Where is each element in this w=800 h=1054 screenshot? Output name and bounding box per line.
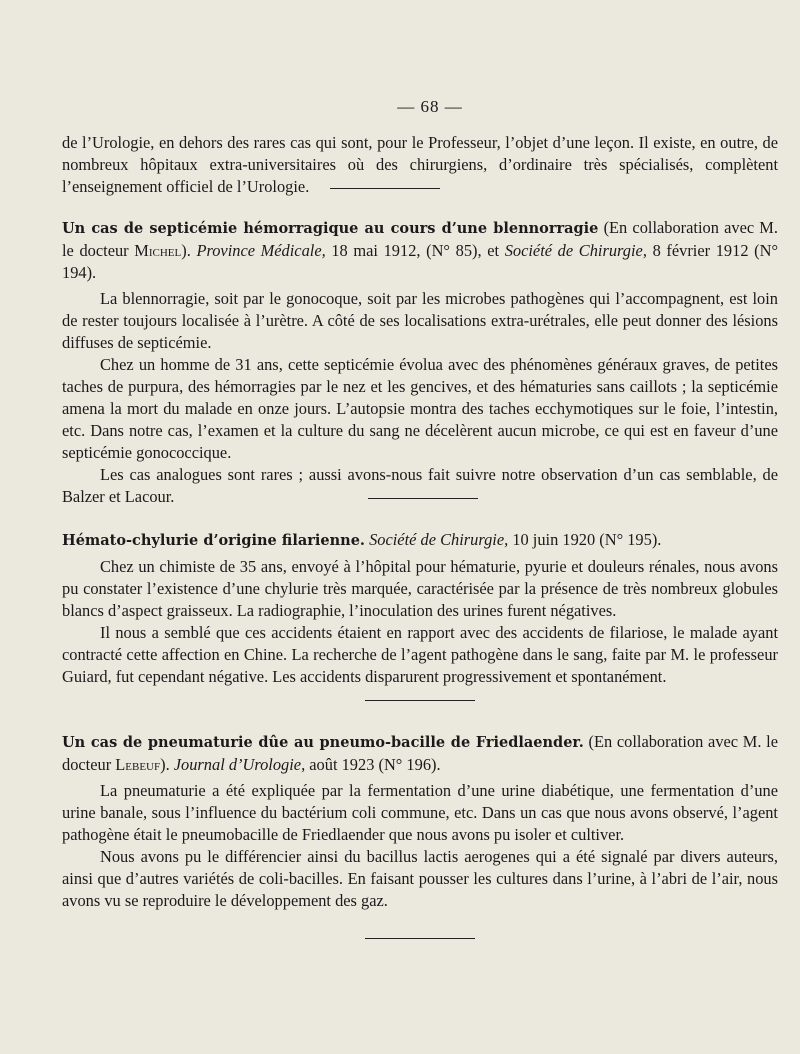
reference-text: (En collaboration avec M. le docteur: [62, 218, 778, 260]
reference-text: août 1923 (N° 196).: [305, 755, 441, 774]
body-paragraph: Chez un chimiste de 35 ans, envoyé à l’hôpital pour hématurie, pyurie et douleurs rénales, nous avons pu constater l’existence d’une chylurie très marquée, caractérisée par la présence de très nombreux globules blancs d’aspect graisseux. La radiographie, l’inoculation des urines furent négatives.: [62, 557, 778, 620]
reference-text: ).: [181, 241, 197, 260]
body-paragraph: Chez un homme de 31 ans, cette septicémie évolua avec des phénomènes généraux graves, de petites taches de purpura, des hémorragies par le nez et les gencives, et des hématuries sans caillots ; la septicémie amena la mort du malade en onze jours. L’autopsie montra des taches ecchymotiques sur le foie, l’intestin, etc. Dans notre cas, l’examen et la culture du sang ne décelèrent aucun microbe, ce qui est en faveur d’une septicémie gonococcique.: [62, 355, 778, 462]
section-title: Un cas de septicémie hémorragique au cours d’une blennorragie: [62, 220, 599, 237]
body-paragraph: Nous avons pu le différencier ainsi du bacillus lactis aerogenes qui a été signalé par divers auteurs, ainsi que d’autres variétés de coli-bacilles. En faisant pousser les cultures dans l’urine, à l’abri de l’air, nous avons vu se reproduire le développement des gaz.: [62, 847, 778, 910]
reference-text: 8 février 1912 (N° 194).: [62, 241, 779, 282]
section-title: Hémato-chylurie d’origine filarienne.: [62, 532, 365, 549]
body-paragraph: La blennorragie, soit par le gonocoque, soit par les microbes pathogènes qui l’accompagnent, est loin de rester toujours localisée à l’urètre. A côté de ses localisations extra-urétrales, elle peut donner des lésions diffuses de septicémie.: [62, 289, 778, 352]
journal-name: Société de Chirurgie,: [369, 530, 509, 549]
section-heading: [62, 731, 778, 776]
section-heading: [62, 529, 778, 552]
body-paragraph: Les cas analogues sont rares ; aussi avons-nous fait suivre notre observation d’un cas semblable, de Balzer et Lacour.: [62, 465, 778, 506]
section-title: Un cas de pneumaturie dûe au pneumo-bacille de Friedlaender.: [62, 734, 584, 751]
section-hemato-chylurie: [62, 529, 778, 701]
journal-name: Province Médicale,: [196, 241, 326, 260]
page-content: [62, 96, 778, 939]
body-paragraph: Il nous a semblé que ces accidents étaient en rapport avec des accidents de filariose, le malade ayant contracté cette affection en Chine. La recherche de l’agent pathogène dans le sang, faite par M. le professeur Guiard, fut cependant négative. Les accidents disparurent progressivement et spontanément.: [62, 623, 778, 686]
reference-text: 18 mai 1912, (N° 85), et: [325, 241, 505, 260]
body-paragraph: La pneumaturie a été expliquée par la fermentation d’une urine diabétique, une fermentation d’une urine banale, sous l’influence du bactérium coli commune, etc. Dans un cas que nous avons observé, l’agent pathogène était le pneumobacille de Friedlaender que nous avons pu isoler et cultiver.: [62, 781, 778, 844]
collaborator-name: Lebeuf: [115, 755, 161, 774]
reference-text: (En collaboration avec M. le docteur: [62, 732, 778, 774]
page-number: — 68 —: [397, 97, 463, 116]
section-pneumaturie: [62, 731, 778, 939]
section-divider: [365, 938, 475, 939]
journal-name: Journal d’Urologie,: [173, 755, 306, 774]
section-heading: [62, 217, 778, 284]
journal-name: Société de Chirurgie,: [504, 241, 647, 260]
section-septicemie: [62, 217, 779, 506]
reference-text: 10 juin 1920 (N° 195).: [508, 530, 662, 549]
intro-paragraph: de l’Urologie, en dehors des rares cas qui sont, pour le Professeur, l’objet d’une leçon. Il existe, en outre, de nombreux hôpitaux extra-universitaires où des chirurgiens, d’ordinaire très spécialisés, complètent l’enseignement officiel de l’Urologie.: [62, 133, 778, 196]
collaborator-name: Michel: [134, 241, 182, 260]
reference-text: ).: [160, 755, 174, 774]
